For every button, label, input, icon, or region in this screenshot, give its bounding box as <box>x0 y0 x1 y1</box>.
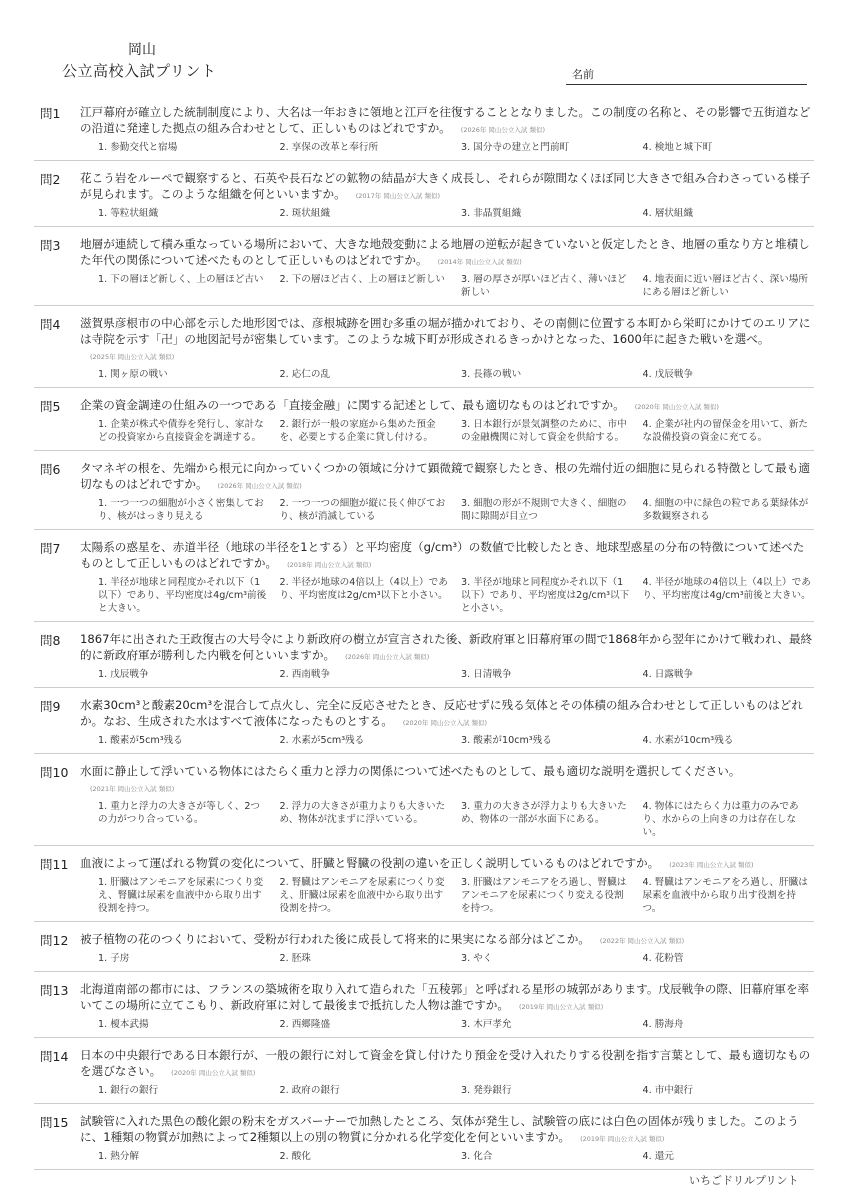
question-text: 花こう岩をルーペで観察すると、石英や長石などの鉱物の結晶が大きく成長し、それらが隙間なくほぼ同じ大きさで組み合わさっている様子が見られます。このような組織を何といいますか。 <box>80 171 811 201</box>
answer-options <box>80 497 814 523</box>
question-number: 問11 <box>40 857 69 872</box>
question-text: 血液によって運ばれる物質の変化について、肝臓と腎臓の役割の違いを正しく説明しているものはどれですか。 <box>80 856 660 870</box>
question-text: 北海道南部の都市には、フランスの築城術を取り入れて造られた「五稜郭」と呼ばれる星形の城郭があります。戊辰戦争の際、旧幕府軍を率いてこの場所に立てこもり、新政府軍に対して最後まで抵抗した人物は誰ですか。 <box>80 982 810 1012</box>
question-number: 問15 <box>40 1115 69 1130</box>
question-block <box>34 170 814 227</box>
answer-option[interactable]: 2. 享保の改革と奉行所 <box>279 142 379 153</box>
question-source: (2014年 岡山公立入試 類似) <box>437 258 522 266</box>
answer-option[interactable]: 1. 熱分解 <box>98 1151 139 1162</box>
answer-option[interactable]: 4. 物体にはたらく力は重力のみであり、水からの上向きの力は存在しない。 <box>642 801 799 838</box>
question-source: (2023年 岡山公立入試 類似) <box>669 861 754 869</box>
question-number: 問9 <box>40 699 61 714</box>
question-block <box>34 397 814 451</box>
answer-option[interactable]: 2. 銀行が一般の家庭から集めた預金を、必要とする企業に貸し付ける。 <box>279 419 436 443</box>
question-number: 問13 <box>40 983 69 998</box>
answer-option[interactable]: 1. 一つ一つの細胞が小さく密集しており、核がはっきり見える <box>98 498 264 522</box>
answer-option[interactable]: 3. 酸素が10cm³残る <box>461 735 552 746</box>
question-block <box>34 460 814 530</box>
question-source: (2026年 岡山公立入試 類似) <box>217 482 302 490</box>
answer-option[interactable]: 1. 下の層ほど新しく、上の層ほど古い <box>98 274 264 285</box>
question-block <box>34 855 814 922</box>
question-source: (2026年 岡山公立入試 類似) <box>345 653 430 661</box>
answer-option[interactable]: 1. 酸素が5cm³残る <box>98 735 183 746</box>
answer-option[interactable]: 4. 戊辰戦争 <box>642 369 694 380</box>
question-text-wrap <box>80 763 814 797</box>
answer-option[interactable]: 1. 子房 <box>98 953 130 964</box>
question-text-wrap <box>80 236 814 270</box>
question-source: (2017年 岡山公立入試 類似) <box>355 192 440 200</box>
answer-options <box>80 368 814 381</box>
answer-option[interactable]: 4. 水素が10cm³残る <box>642 735 734 746</box>
answer-option[interactable]: 2. 西南戦争 <box>279 669 331 680</box>
question-source: (2022年 岡山公立入試 類似) <box>599 937 685 945</box>
answer-option[interactable]: 3. 発券銀行 <box>461 1085 512 1096</box>
answer-option[interactable]: 2. 応仁の乱 <box>279 369 331 380</box>
question-block <box>34 697 814 754</box>
answer-option[interactable]: 2. 政府の銀行 <box>279 1085 340 1096</box>
question-text-wrap <box>80 1047 814 1081</box>
answer-options <box>80 418 814 444</box>
answer-option[interactable]: 4. 日露戦争 <box>642 669 694 680</box>
answer-options <box>80 1084 814 1097</box>
name-label: 名前 <box>572 68 594 81</box>
question-source: (2018年 岡山公立入試 類似) <box>287 561 372 569</box>
answer-options <box>80 141 814 154</box>
question-text-wrap <box>80 697 814 731</box>
question-text-wrap <box>80 855 814 873</box>
answer-option[interactable]: 2. 水素が5cm³残る <box>279 735 365 746</box>
answer-option[interactable]: 4. 市中銀行 <box>642 1085 694 1096</box>
question-text: 企業の資金調達の仕組みの一つである「直接金融」に関する記述として、最も適切なものはどれですか。 <box>80 398 625 412</box>
question-number: 問4 <box>40 317 61 332</box>
answer-option[interactable]: 3. 日清戦争 <box>461 669 512 680</box>
question-list <box>34 104 814 1179</box>
question-source: (2020年 岡山公立入試 類似) <box>402 719 488 727</box>
answer-option[interactable]: 2. 酸化 <box>279 1151 311 1162</box>
question-text-wrap <box>80 460 814 494</box>
question-text: 水素30cm³と酸素20cm³を混合して点火し、完全に反応させたとき、反応せずに残る気体とその体積の組み合わせとして正しいものはどれか。なお、生成された水はすべて液体になったものとする。 <box>80 698 803 728</box>
answer-options <box>80 668 814 681</box>
answer-options <box>80 207 814 220</box>
answer-option[interactable]: 4. 勝海舟 <box>642 1019 684 1030</box>
question-text-wrap <box>80 631 814 665</box>
page-title: 公立高校入試プリント <box>62 62 217 80</box>
question-source: (2019年 岡山公立入試 類似) <box>518 1003 604 1011</box>
answer-options <box>80 273 814 299</box>
question-text: 地層が連続して積み重なっている場所において、大きな地殻変動による地層の逆転が起きていないと仮定したとき、地層の重なり方と堆積した年代の関係について述べたものとして正しいものはどれですか。 <box>80 237 810 267</box>
question-number: 問3 <box>40 238 61 253</box>
answer-option[interactable]: 3. 細胞の形が不規則で大きく、細胞の間に隙間が目立つ <box>461 498 627 522</box>
question-block <box>34 631 814 688</box>
answer-options <box>80 1150 814 1163</box>
answer-option[interactable]: 3. 層の厚さが厚いほど古く、薄いほど新しい <box>461 274 627 298</box>
answer-option[interactable]: 2. 斑状組織 <box>279 208 331 219</box>
question-text-wrap <box>80 931 814 949</box>
question-text: 日本の中央銀行である日本銀行が、一般の銀行に対して資金を貸し付けたり預金を受け入れたりする役割を指す言葉として、最も適切なものを選びなさい。 <box>80 1048 811 1078</box>
question-block <box>34 931 814 972</box>
question-text: 1867年に出された王政復古の大号令により新政府の樹立が宣言された後、新政府軍と旧幕府軍の間で1868年から翌年にかけて戦われ、最終的に新政府軍が勝利した内戦を何といいますか。 <box>80 632 813 662</box>
answer-option[interactable]: 3. 肝臓はアンモニアをろ過し、腎臓はアンモニアを尿素につくり変える役割を持つ。 <box>461 877 627 914</box>
answer-options <box>80 876 814 915</box>
question-text-wrap <box>80 1113 814 1147</box>
prefecture-label: 岡山 <box>128 42 156 58</box>
question-source: (2025年 岡山公立入試 類似) <box>90 353 175 361</box>
answer-options <box>80 800 814 839</box>
answer-option[interactable]: 1. 企業が株式や債券を発行し、家計などの投資家から直接資金を調達する。 <box>98 419 264 443</box>
answer-option[interactable]: 4. 企業が社内の留保金を用いて、新たな設備投資の資金に充てる。 <box>642 419 809 443</box>
answer-option[interactable]: 2. 浮力の大きさが重力よりも大きいため、物体が沈まずに浮いている。 <box>279 801 446 825</box>
answer-option[interactable]: 4. 検地と城下町 <box>642 142 713 153</box>
question-text: 滋賀県彦根市の中心部を示した地形図では、彦根城跡を囲む多重の堀が描かれており、その南側に位置する本町から栄町にかけてのエリアには寺院を示す「卍」の地図記号が密集しています。このような城下町が形成されるきっかけとなった、1600年に起きた戦いを選べ。 <box>80 316 811 346</box>
answer-option[interactable]: 1. 関ヶ原の戦い <box>98 369 168 380</box>
question-text-wrap <box>80 104 814 138</box>
question-block <box>34 315 814 388</box>
question-number: 問1 <box>40 106 61 121</box>
question-block <box>34 1047 814 1104</box>
question-text-wrap <box>80 981 814 1015</box>
question-block <box>34 236 814 306</box>
answer-option[interactable]: 1. 銀行の銀行 <box>98 1085 159 1096</box>
question-block <box>34 763 814 846</box>
question-text: 被子植物の花のつくりにおいて、受粉が行われた後に成長して将来的に果実になる部分はどこか。 <box>80 932 590 946</box>
question-block <box>34 104 814 161</box>
worksheet-header <box>0 0 848 100</box>
footer-brand: いちごドリルプリント <box>689 1174 799 1187</box>
question-number: 問12 <box>40 933 69 948</box>
answer-option[interactable]: 3. 木戸孝允 <box>461 1019 512 1030</box>
question-source: (2026年 岡山公立入試 類似) <box>460 126 546 134</box>
answer-option[interactable]: 3. 重力の大きさが浮力よりも大きいため、物体の一部が水面下にある。 <box>461 801 627 825</box>
answer-option[interactable]: 1. 肝臓はアンモニアを尿素につくり変え、腎臓は尿素を血液中から取り出す役割を持つ。 <box>98 877 264 914</box>
question-text-wrap <box>80 315 814 365</box>
question-text: タマネギの根を、先端から根元に向かっていくつかの領域に分けて顕微鏡で観察したとき、根の先端付近の細胞に見られる特徴として最も適切なものはどれですか。 <box>80 461 810 491</box>
answer-options <box>80 1018 814 1031</box>
question-text: 水面に静止して浮いている物体にはたらく重力と浮力の関係について述べたものとして、最も適切な説明を選択してください。 <box>80 764 741 778</box>
question-number: 問5 <box>40 399 61 414</box>
question-block <box>34 1113 814 1170</box>
question-text: 江戸幕府が確立した統制制度により、大名は一年おきに領地と江戸を往復することとなりました。この制度の名称と、その影響で五街道などの沿道に発達した拠点の組み合わせとして、正しいものはどれですか。 <box>80 105 811 135</box>
answer-options <box>80 952 814 965</box>
question-text: 太陽系の惑星を、赤道半径（地球の半径を1とする）と平均密度（g/cm³）の数値で比較したとき、地球型惑星の分布の特徴について述べたものとして正しいものはどれですか。 <box>80 540 805 570</box>
question-source: (2021年 岡山公立入試 類似) <box>90 785 175 793</box>
question-text-wrap <box>80 397 814 415</box>
answer-option[interactable]: 4. 細胞の中に緑色の粒である葉緑体が多数観察される <box>642 498 809 522</box>
question-source: (2020年 岡山公立入試 類似) <box>634 403 719 411</box>
answer-option[interactable]: 1. 重力と浮力の大きさが等しく、2つの力がつり合っている。 <box>98 801 261 825</box>
answer-option[interactable]: 1. 榎本武揚 <box>98 1019 149 1030</box>
question-number: 問7 <box>40 541 61 556</box>
answer-option[interactable]: 1. 半径が地球と同程度かそれ以下（1以下）であり、平均密度は4g/cm³前後と大きい。 <box>98 577 267 614</box>
question-number: 問2 <box>40 172 61 187</box>
answer-option[interactable]: 2. 下の層ほど古く、上の層ほど新しい <box>279 274 446 285</box>
answer-option[interactable]: 2. 一つ一つの細胞が縦に長く伸びており、核が消滅している <box>279 498 446 522</box>
question-number: 問10 <box>40 765 69 780</box>
answer-option[interactable]: 3. 国分寺の建立と門前町 <box>461 142 570 153</box>
question-text-wrap <box>80 539 814 573</box>
answer-options <box>80 576 814 615</box>
answer-options <box>80 734 814 747</box>
answer-option[interactable]: 3. 長篠の戦い <box>461 369 522 380</box>
question-source: (2020年 岡山公立入試 類似) <box>171 1069 256 1077</box>
question-number: 問8 <box>40 633 61 648</box>
answer-option[interactable]: 2. 腎臓はアンモニアを尿素につくり変え、肝臓は尿素を血液中から取り出す役割を持つ。 <box>279 877 445 914</box>
answer-option[interactable]: 1. 等粒状組織 <box>98 208 159 219</box>
question-number: 問6 <box>40 462 61 477</box>
answer-option[interactable]: 1. 参勤交代と宿場 <box>98 142 178 153</box>
answer-option[interactable]: 3. 半径が地球と同程度かそれ以下（1以下）であり、平均密度は2g/cm³以下と小さい。 <box>461 577 630 614</box>
question-source: (2019年 岡山公立入試 類似) <box>580 1135 665 1143</box>
answer-option[interactable]: 2. 西郷隆盛 <box>279 1019 331 1030</box>
question-block <box>34 981 814 1038</box>
answer-option[interactable]: 4. 花粉管 <box>642 953 684 964</box>
answer-option[interactable]: 2. 半径が地球の4倍以上（4以上）であり、平均密度は2g/cm³以下と小さい。 <box>279 577 448 601</box>
answer-option[interactable]: 4. 還元 <box>642 1151 674 1162</box>
answer-option[interactable]: 4. 層状組織 <box>642 208 694 219</box>
answer-option[interactable]: 3. 非晶質組織 <box>461 208 522 219</box>
question-text-wrap <box>80 170 814 204</box>
answer-option[interactable]: 2. 胚珠 <box>279 953 311 964</box>
question-text: 試験管に入れた黒色の酸化銀の粉末をガスバーナーで加熱したところ、気体が発生し、試験管の底には白色の固体が残りました。このように、1種類の物質が加熱によって2種類以上の別の物質に分かれる化学変化を何といいますか。 <box>80 1114 799 1144</box>
question-number: 問14 <box>40 1049 69 1064</box>
answer-option[interactable]: 4. 地表面に近い層ほど古く、深い場所にある層ほど新しい <box>642 274 809 298</box>
answer-option[interactable]: 1. 戊辰戦争 <box>98 669 149 680</box>
answer-option[interactable]: 4. 腎臓はアンモニアをろ過し、肝臓は尿素を血液中から取り出す役割を持つ。 <box>642 877 808 914</box>
name-field-line[interactable] <box>566 84 807 85</box>
answer-option[interactable]: 3. 日本銀行が景気調整のために、市中の金融機関に対して資金を供給する。 <box>461 419 627 443</box>
answer-option[interactable]: 3. やく <box>461 953 493 964</box>
answer-option[interactable]: 3. 化合 <box>461 1151 493 1162</box>
answer-option[interactable]: 4. 半径が地球の4倍以上（4以上）であり、平均密度は4g/cm³前後と大きい。 <box>642 577 811 601</box>
question-block <box>34 539 814 622</box>
